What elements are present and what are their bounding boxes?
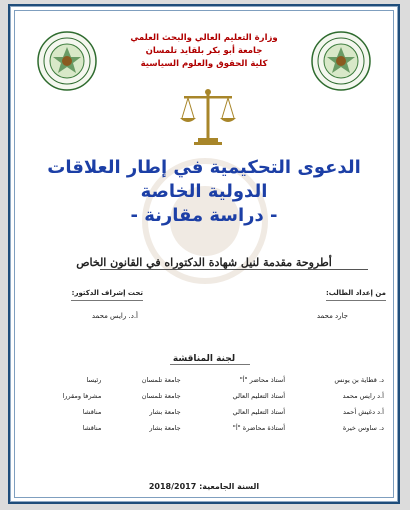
member-institution: جامعة بشار — [149, 408, 181, 416]
scales-of-justice-icon — [178, 86, 238, 148]
thesis-title — [20, 156, 388, 228]
thesis-cover-page — [8, 4, 400, 504]
member-institution: جامعة تلمسان — [141, 376, 181, 384]
member-name: د. ساوس خيرة — [342, 424, 384, 432]
student-name: جارد محمد — [316, 312, 348, 320]
member-role: مناقشا — [82, 408, 102, 416]
table-row — [24, 420, 386, 436]
committee-table — [24, 372, 386, 436]
member-name: أ.د دغيش أحمد — [342, 408, 384, 416]
supervisor-name: أ.د. رايس محمد — [91, 312, 138, 320]
prepared-by-underline — [326, 300, 386, 301]
faculty-name: كلية الحقوق والعلوم السياسية — [140, 59, 268, 69]
academic-year: السنة الجامعية: 2018/2017 — [148, 482, 260, 491]
subtitle-underline — [100, 269, 368, 270]
table-row — [24, 404, 386, 420]
university-name: جامعة أبو بكر بلقايد تلمسان — [145, 46, 263, 56]
prepared-by-label: من إعداد الطالب: — [325, 289, 386, 297]
committee-title: لجنة المناقشة — [172, 354, 236, 364]
member-rank: أستاذة محاضرة "أ" — [232, 424, 286, 432]
ministry-name: وزارة التعليم العالي والبحث العلمي — [130, 33, 278, 43]
member-role: مشرفا ومقررا — [62, 392, 102, 400]
member-institution: جامعة بشار — [149, 424, 181, 432]
member-name: أ.د رايس محمد — [342, 392, 384, 400]
member-rank: أستاذ محاضر "أ" — [239, 376, 286, 384]
member-rank: أستاذ التعليم العالي — [232, 392, 286, 400]
table-row — [24, 388, 386, 404]
thesis-subtitle: أطروحة مقدمة لنيل شهادة الدكتوراه في القانون الخاص — [76, 256, 332, 269]
committee-title-underline — [170, 364, 250, 365]
supervisor-label: تحت إشراف الدكتور: — [71, 289, 143, 297]
institution-header — [10, 32, 398, 71]
member-role: رئيسا — [86, 376, 102, 384]
thesis-title-line-3: - دراسة مقارنة - — [130, 205, 278, 226]
supervisor-underline — [71, 300, 143, 301]
member-institution: جامعة تلمسان — [141, 392, 181, 400]
table-row — [24, 372, 386, 388]
member-role: مناقشا — [82, 424, 102, 432]
thesis-title-line-1: الدعوى التحكيمية في إطار العلاقات — [47, 157, 361, 178]
member-name: د. قطاية بن يونس — [334, 376, 384, 384]
member-rank: أستاذ التعليم العالي — [232, 408, 286, 416]
thesis-title-line-2: الدولية الخاصة — [140, 181, 268, 202]
